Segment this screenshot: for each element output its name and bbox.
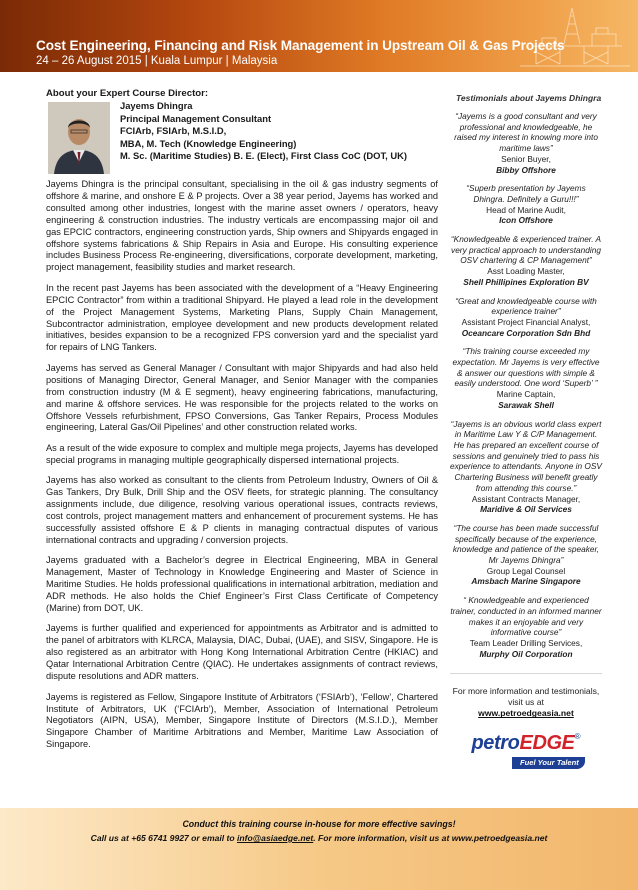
- testimonial-quote: “Jayems is a good consultant and very professional and knowledgeable, he raised my interest in knowing more into maritime laws”: [454, 111, 598, 154]
- director-credential: FCIArb, FSIArb, M.S.I.D,: [120, 125, 227, 136]
- sidebar-divider: [450, 673, 602, 674]
- director-header: [46, 88, 438, 176]
- testimonial: [450, 419, 602, 515]
- testimonial-company: Oceancare Corporation Sdn Bhd: [461, 327, 591, 338]
- bio-paragraph: Jayems Dhingra is the principal consultant, specialising in the oil & gas industry segments of offshore & marine, and onshore E & P projects. Over a 38 year period, Jayems has worked and consulted among other industries, longest with the marine asset owners / operators, heavy engineering & construction industries. The industry verticals are encompassing major oil and gas EPCIC contractors, engineering construction yards, Ship owners and Shipyards engaged in offshore systems fabrications & Ship Repairs in Asia and Europe. His consulting experience includes Business Process Re-engineering, diversifications, corporate development, marketing, project management, feasibility studies and market research.: [46, 179, 438, 273]
- testimonial-role: Senior Buyer,: [501, 153, 551, 164]
- testimonial-role: Asst Loading Master,: [487, 266, 565, 277]
- bio-paragraph: Jayems has served as General Manager / Consultant with major Shipyards and had also held positions of Managing Director, General Manager, and Senior Manager with the companies from construction industry (M & E segment), heavy engineering fabrications, manufacturing, and marine & offshore services. He was responsible for the projects related to the works on Offshore Vessels refurbishment, FPSO Conversions, Gas Tanker Repairs, Process Modules engineering, Lateral Gas/Oil Pipelines’ and other construction related works.: [46, 362, 438, 433]
- director-credential: M. Sc. (Maritime Studies) B. E. (Elect), First Class CoC (DOT, UK): [120, 150, 408, 161]
- header-banner: [0, 0, 638, 72]
- logo-brand-b: EDGE: [519, 732, 575, 755]
- bio-paragraph: Jayems is registered as Fellow, Singapore Institute of Arbitrators (‘FSIArb’), ‘Fellow’, Chartered Institute of Arbitrators, UK (‘FCIArb’), Member, Association of International Petroleum Negotiators (AIPN, USA), Member, Singapore Institute of Directors (M.S.I.D.), Member Singapore Chamber of Maritime Arbitrations and Member, Maritime Law Association of Singapore.: [46, 691, 438, 750]
- testimonial-role: Assistant Contracts Manager,: [471, 493, 581, 504]
- footer-contact-text: [0, 833, 638, 843]
- bio-paragraph: Jayems graduated with a Bachelor’s degree in Electrical Engineering, MBA in General Management, Master of Technology in Knowledge Engineering and Master of Science in Maritime Studies. He holds professional qualifications in international arbitration, mediation and ADR methods. He also holds the Chief Engineer’s First Class Certificate of Competency (Marine) from DOT, UK.: [46, 555, 438, 613]
- testimonial-quote: “The course has been made successful specifically because of the experience, knowledge and patience of the speaker, Mr Jayems Dhingra”: [452, 522, 600, 566]
- director-biography: [46, 179, 438, 751]
- testimonial-role: Team Leader Drilling Services,: [469, 637, 583, 648]
- logo-wordmark: [471, 732, 574, 754]
- testimonial-role: Marine Captain,: [496, 389, 556, 400]
- director-credential: MBA, M. Tech (Knowledge Engineering): [120, 137, 297, 149]
- director-heading: About your Expert Course Director:: [46, 88, 209, 99]
- director-section: [46, 88, 438, 751]
- testimonial-company: Sarawak Shell: [498, 399, 554, 410]
- testimonial-quote: “Knowledgeable & experienced trainer. A very practical approach to understanding OSV chartering & CP Management”: [450, 234, 602, 266]
- bio-paragraph: Jayems has also worked as consultant to the clients from Petroleum Industry, Owners of Oil & Gas Tankers, Dry Bulk, Drill Ship and the OSV fleets, for strategic planning. The consultancy assignments include, due diligence, resolving various operational issues, contracts reviews, cost controls, project management matters and enhancement of procurement systems. He has successfully assisted offshore E & P clients in managing contractual disputes of various international contracts and upgrading / conversion projects.: [46, 475, 438, 545]
- testimonial: [450, 296, 602, 339]
- more-info-text: For more information and testimonials, visit us at: [452, 686, 600, 708]
- testimonial: [450, 346, 602, 410]
- testimonial: [450, 234, 602, 288]
- testimonial-company: Amsbach Marine Singapore: [471, 576, 581, 587]
- logo-registered-mark: ®: [574, 732, 581, 742]
- testimonial-role: Group Legal Counsel: [486, 565, 566, 576]
- testimonial-company: Bibby Offshore: [496, 164, 556, 175]
- course-title: Cost Engineering, Financing and Risk Management in Upstream Oil & Gas Projects: [36, 38, 565, 53]
- footer-email-link[interactable]: info@asiaedge.net: [237, 833, 314, 843]
- testimonial-role: Head of Marine Audit,: [486, 204, 566, 215]
- footer-inhouse-text: Conduct this training course in-house for more effective savings!: [182, 819, 456, 829]
- footer-phone-text: Call us at +65 6741 9927 or email to: [90, 833, 238, 843]
- bio-paragraph: In the recent past Jayems has been associated with the development of a “Heavy Engineering EPCIC Contractor” from within a traditional Shipyard. He played a lead role in the development of the Project Management Systems, Marketing Plans, Supply Chain Management, Subcontractor administration, employee development and new products development related initiatives, besides expansion to be a recognized FPS conversion yard and the specialist yard for repairs of LNG Tankers.: [46, 282, 438, 353]
- testimonial: [450, 523, 602, 587]
- oil-rig-illustration: [512, 4, 632, 70]
- testimonial-role: Assistant Project Financial Analyst,: [461, 316, 591, 327]
- testimonials-heading: Testimonials about Jayems Dhingra: [456, 93, 602, 103]
- testimonial-company: Icon Offshore: [499, 215, 553, 226]
- testimonial-quote: “Jayems is an obvious world class expert in Maritime Law Y & C/P Management. He has prepared an excellent course of sessions and genuinely tried to pass his experience to attendants. Anyone in OSV Chartering Business will benefit greatly from attending this course.”: [450, 418, 602, 493]
- testimonial: [450, 595, 602, 659]
- bio-paragraph: Jayems is further qualified and experienced for appointments as Arbitrator and is admitted to the panel of arbitrators with KLRCA, Malaysia, DIAC, Dubai, (UAE), and SISV, Singapore. He is also registered as an arbitrator with Hong Kong International Arbitration Centre (HKIAC) and Qatar International Arbitration Centre (QIAC). He undertakes assignments of contract reviews, dispute resolutions and ADR matters.: [46, 623, 438, 682]
- testimonial: [450, 111, 602, 175]
- testimonial-quote: “Superb presentation by Jayems Dhingra. Definitely a Guru!!!”: [466, 183, 586, 204]
- person-portrait-icon: [48, 102, 110, 174]
- director-title: Principal Management Consultant: [120, 112, 272, 124]
- testimonial: [450, 183, 602, 226]
- testimonial-company: Maridive & Oil Services: [480, 504, 572, 515]
- testimonial-company: Murphy Oil Corporation: [479, 648, 573, 659]
- director-photo: [48, 102, 110, 174]
- footer-banner: [0, 808, 638, 890]
- website-link[interactable]: www.petroedgeasia.net: [478, 708, 574, 719]
- course-date-location: 24 – 26 August 2015 | Kuala Lumpur | Malaysia: [36, 55, 278, 67]
- bio-paragraph: As a result of the wide exposure to complex and multiple mega projects, Jayems has developed special programs in managing multiple geographically dispersed international projects.: [46, 442, 438, 465]
- testimonial-quote: “ Knowledgeable and experienced trainer, conducted in an informed manner makes it an enjoyable and very informative course”: [450, 595, 602, 638]
- logo-brand-a: petro: [471, 732, 520, 755]
- testimonial-quote: “Great and knowledgeable course with experience trainer”: [455, 295, 597, 317]
- testimonial-company: Shell Phillipines Exploration BV: [463, 276, 589, 287]
- director-name: Jayems Dhingra: [120, 100, 193, 111]
- testimonial-quote: “This training course exceeded my expectation. Mr Jayems is very effective & answer our questions with simple & easily understood. One word ‘Superb’ ”: [452, 346, 600, 389]
- testimonials-sidebar: [450, 93, 602, 776]
- logo-tagline: Fuel Your Talent: [512, 757, 585, 769]
- petroedge-logo: [450, 732, 602, 776]
- footer-website-text: . For more information, visit us at www.petroedgeasia.net: [313, 833, 548, 843]
